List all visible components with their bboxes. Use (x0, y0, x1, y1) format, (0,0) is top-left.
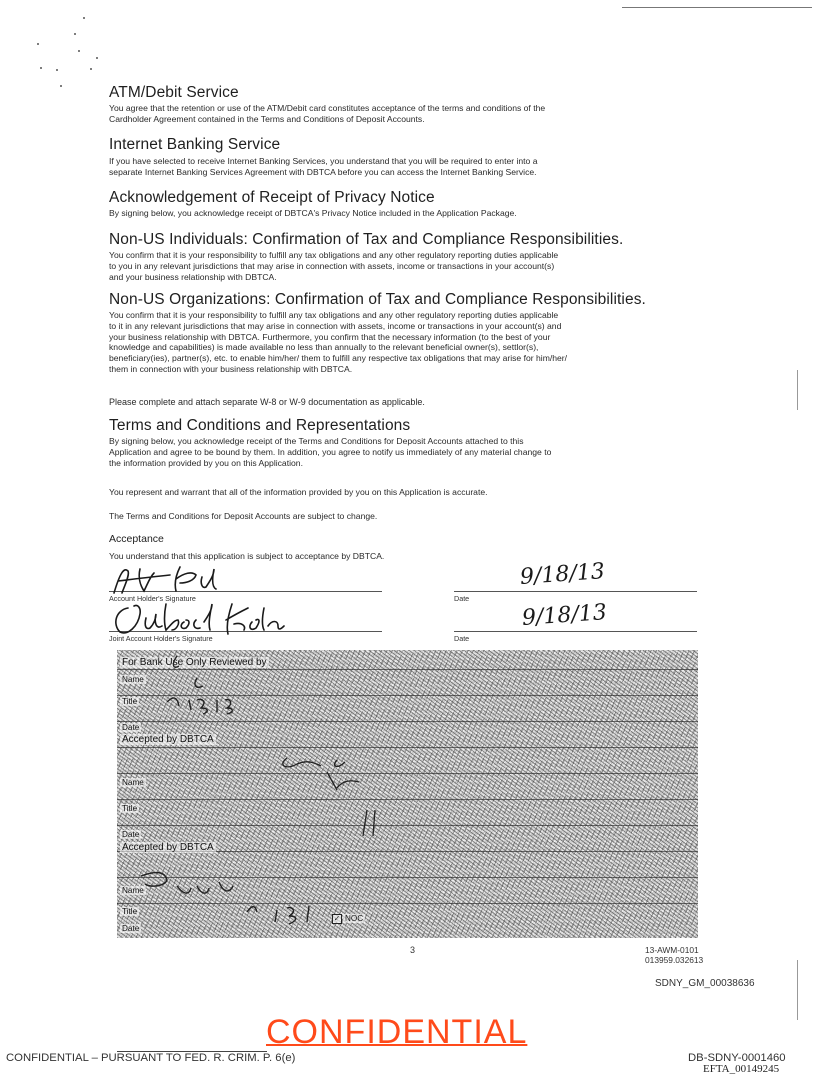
scan-speck (78, 50, 80, 52)
confidential-watermark: CONFIDENTIAL (266, 1013, 528, 1051)
noc-checkbox[interactable]: ✓ (333, 914, 341, 923)
body-line: and your business relationship with DBTCA. (109, 271, 277, 282)
scan-speck (96, 57, 98, 59)
body-line: separate Internet Banking Services Agreement with DBTCA before you can access the Internet Banking Service. (109, 166, 537, 177)
noc-label: NOC (345, 914, 364, 923)
section-body-internet (109, 156, 538, 178)
body-line: You confirm that it is your responsibility to fulfill any tax obligations and any other regulatory reporting duties applicable (109, 250, 559, 260)
body-line: If you have selected to receive Internet Banking Services, you understand that you will be required to enter into a (109, 156, 538, 166)
bank-label-date: Date (122, 830, 140, 839)
acceptance-heading: Acceptance (109, 533, 164, 545)
joint-signature-label: Joint Account Holder's Signature (109, 634, 213, 643)
page-number: 3 (410, 945, 416, 955)
bank-label-title: Title (122, 697, 138, 706)
section-body-terms (109, 436, 551, 468)
confidential-notice: CONFIDENTIAL – PURSUANT TO FED. R. CRIM. P. 6(e) (6, 1052, 296, 1064)
bank-label-accepted-by: Accepted by DBTCA (122, 842, 214, 853)
body-line: knowledge and capabilities) is made available no less than annually to the relevant beneficial owner(s), settlor(s), (109, 342, 539, 353)
body-line: Cardholder Agreement contained in the Terms and Conditions of Deposit Accounts. (109, 113, 425, 124)
bank-label-reviewed-by: For Bank Use Only Reviewed by (122, 657, 267, 668)
body-line: your business relationship with DBTCA. Furthermore, you confirm that the necessary information (to the best of your (109, 331, 551, 342)
right-margin-mark (797, 960, 798, 1020)
holder-date: 9/18/13 (519, 559, 606, 590)
body-line: beneficiary(ies), partner(s), etc. to enable him/her/ them to fulfill any respective tax obligations that may arise for him/her/ (109, 353, 568, 364)
body-line: to you in any relevant jurisdictions that may arise in connection with assets, income or transactions in your account(s) (109, 260, 555, 271)
represent-warrant-text: You represent and warrant that all of the information provided by you on this Application is accurate. (109, 487, 488, 497)
section-heading-atm: ATM/Debit Service (109, 84, 239, 101)
joint-date-line (454, 631, 697, 632)
section-body-nonus-individuals (109, 250, 558, 282)
bank-label-title: Title (122, 804, 138, 813)
joint-date: 9/18/13 (521, 600, 608, 631)
scan-speck (90, 68, 92, 70)
bank-label-date: Date (122, 924, 140, 933)
body-line: You agree that the retention or use of the ATM/Debit card constitutes acceptance of the terms and conditions of the (109, 103, 546, 113)
form-code-2: 013959.032613 (645, 955, 704, 965)
section-body-atm (109, 103, 545, 125)
section-heading-internet: Internet Banking Service (109, 136, 281, 153)
body-line: them in connection with your business relationship with DBTCA. (109, 363, 353, 374)
bank-label-name: Name (122, 886, 144, 895)
body-line: You confirm that it is your responsibility to fulfill any tax obligations and any other regulatory reporting duties applicable (109, 310, 559, 320)
top-rule (622, 7, 812, 8)
section-heading-nonus-individuals: Non-US Individuals: Confirmation of Tax and Compliance Responsibilities. (109, 231, 624, 248)
section-body-privacy (109, 208, 517, 219)
holder-signature-label: Account Holder's Signature (109, 594, 196, 603)
body-line: the information provided by you on this Application. (109, 457, 303, 468)
scan-speck (83, 17, 85, 19)
bates-number-2: DB-SDNY-0001460 (688, 1052, 786, 1064)
section-heading-terms: Terms and Conditions and Representations (109, 417, 411, 434)
body-line: to it in any relevant jurisdictions that may arise in connection with assets, income or transactions in your account(s) and (109, 320, 562, 331)
section-body-nonus-organizations (109, 310, 567, 375)
bank-label-date: Date (122, 723, 140, 732)
body-line: By signing below, you acknowledge receipt of DBTCA's Privacy Notice included in the Application Package. (109, 208, 517, 218)
efta-number: EFTA_00149245 (703, 1063, 780, 1075)
bank-label-name: Name (122, 778, 144, 787)
scan-speck (74, 33, 76, 35)
scan-speck (37, 43, 39, 45)
terms-subject-change-text: The Terms and Conditions for Deposit Accounts are subject to change. (109, 511, 378, 521)
bates-number-1: SDNY_GM_00038636 (655, 978, 755, 989)
scan-speck (40, 67, 42, 69)
section-heading-privacy: Acknowledgement of Receipt of Privacy Notice (109, 189, 435, 206)
bank-handwriting (137, 650, 457, 938)
bank-use-only-box (117, 650, 698, 938)
section-heading-nonus-organizations: Non-US Organizations: Confirmation of Tax and Compliance Responsibilities. (109, 291, 646, 308)
form-code: 13-AWM-0101 (645, 945, 699, 955)
scan-speck (56, 69, 58, 71)
body-line: By signing below, you acknowledge receipt of the Terms and Conditions for Deposit Accounts attached to this (109, 436, 524, 446)
holder-date-label: Date (454, 594, 470, 603)
acceptance-text: You understand that this application is subject to acceptance by DBTCA. (109, 551, 385, 561)
w8-w9-note: Please complete and attach separate W-8 or W-9 documentation as applicable. (109, 397, 425, 407)
bank-label-name: Name (122, 675, 144, 684)
bank-label-accepted-by: Accepted by DBTCA (122, 734, 214, 745)
bank-label-title: Title (122, 907, 138, 916)
holder-date-line (454, 591, 697, 592)
joint-date-label: Date (454, 634, 470, 643)
holder-signature (110, 563, 250, 597)
scan-speck (60, 85, 62, 87)
joint-signature (108, 600, 308, 640)
body-line: Application and agree to be bound by them. In addition, you agree to notify us immediately of any material change to (109, 446, 552, 457)
right-margin-mark (797, 370, 798, 410)
